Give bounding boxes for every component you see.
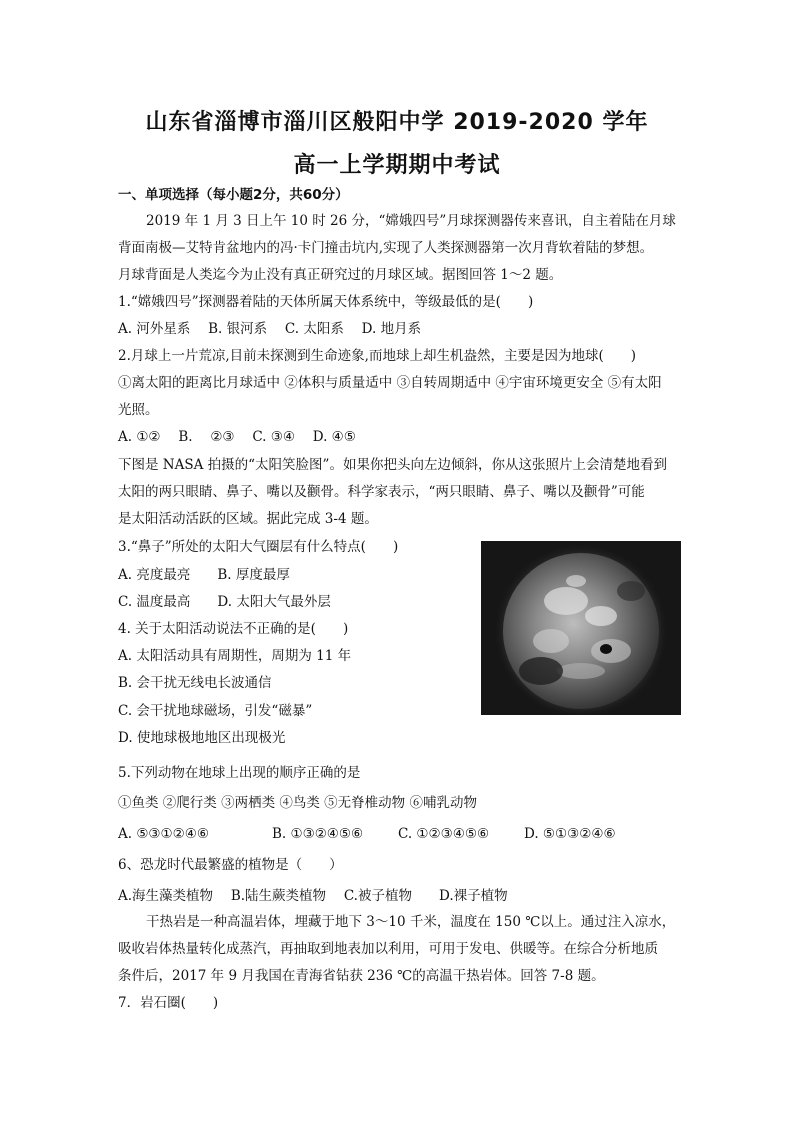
q2-items-line1: ①离太阳的距离比月球适中 ②体积与质量适中 ③自转周期适中 ④宇宙环境更安全 ⑤有太阳 [118,375,662,391]
q7-stem: 7．岩石圈( ) [118,995,219,1011]
intro3-line2: 吸收岩体热量转化成蒸汽，再抽取到地表加以利用，可用于发电、供暖等。在综合分析地质 [118,941,658,957]
intro2-line1: 下图是 NASA 拍摄的“太阳笑脸图”。如果你把头向左边倾斜，你从这张照片上会清楚地看到 [118,457,667,473]
q4-option-a: A. 太阳活动具有周期性，周期为 11 年 [118,648,352,664]
intro2-line3: 是太阳活动活跃的区域。据此完成 3-4 题。 [118,511,378,527]
intro2-line2: 太阳的两只眼睛、鼻子、嘴以及颧骨。科学家表示，“两只眼睛、鼻子、嘴以及颧骨”可能 [118,484,645,500]
intro1-line2: 背面南极—艾特肯盆地内的冯·卡门撞击坑内,实现了人类探测器第一次月背软着陆的梦想。 [118,240,654,256]
q1-options: A. 河外星系 B. 银河系 C. 太阳系 D. 地月系 [118,321,422,337]
q2-items-line2: 光照。 [118,402,159,418]
intro3-line1: 干热岩是一种高温岩体，埋藏于地下 3～10 千米，温度在 150 ℃以上。通过注入凉水， [146,914,676,930]
q4-option-b: B. 会干扰无线电长波通信 [118,675,272,691]
page-title: 山东省淄博市淄川区般阳中学 2019-2020 学年 [145,110,649,135]
q3-stem: 3.“鼻子”所处的太阳大气圈层有什么特点( ) [118,539,399,555]
q6-options: A.海生藻类植物 B.陆生蕨类植物 C.被子植物 D.裸子植物 [118,888,508,904]
q6-stem: 6、恐龙时代最繁盛的植物是（ ） [118,857,343,873]
section-heading: 一、单项选择（每小题2分，共60分） [118,187,349,203]
q5-stem: 5.下列动物在地球上出现的顺序正确的是 [118,765,361,781]
q5-items: ①鱼类 ②爬行类 ③两栖类 ④鸟类 ⑤无脊椎动物 ⑥哺乳动物 [118,795,477,811]
page-subtitle: 高一上学期期中考试 [293,153,501,178]
q3-options-line1: A. 亮度最亮 B. 厚度最厚 [118,567,290,583]
q3-options-line2: C. 温度最高 D. 太阳大气最外层 [118,594,331,610]
q4-option-c: C. 会干扰地球磁场，引发“磁暴” [118,703,313,719]
intro1-line3: 月球背面是人类迄今为止没有真正研究过的月球区域。据图回答 1～2 题。 [118,267,563,283]
intro3-line3: 条件后，2017 年 9 月我国在青海省钻获 236 ℃的高温干热岩体。回答 7-8 题。 [118,968,605,984]
sun-image [481,541,681,715]
q4-stem: 4. 关于太阳活动说法不正确的是( ) [118,621,349,637]
q5-option-c: C. ①②③④⑤⑥ [398,826,490,842]
q4-option-d: D. 使地球极地地区出现极光 [118,730,286,746]
q2-options: A. ①② B. ②③ C. ③④ D. ④⑤ [118,429,356,445]
intro1-line1: 2019 年 1 月 3 日上午 10 时 26 分，“嫦娥四号”月球探测器传来喜讯，自主着陆在月球 [146,213,676,229]
q5-option-a: A. ⑤③①②④⑥ [118,826,209,842]
q5-option-d: D. ⑤①③②④⑥ [524,826,616,842]
sun-smiley-photo [481,541,681,715]
q1-stem: 1.“嫦娥四号”探测器着陆的天体所属天体系统中，等级最低的是( ) [118,294,534,310]
q5-option-b: B. ①③②④⑤⑥ [272,826,364,842]
q2-stem: 2.月球上一片荒凉,目前未探测到生命迹象,而地球上却生机盎然，主要是因为地球( ) [118,348,636,364]
